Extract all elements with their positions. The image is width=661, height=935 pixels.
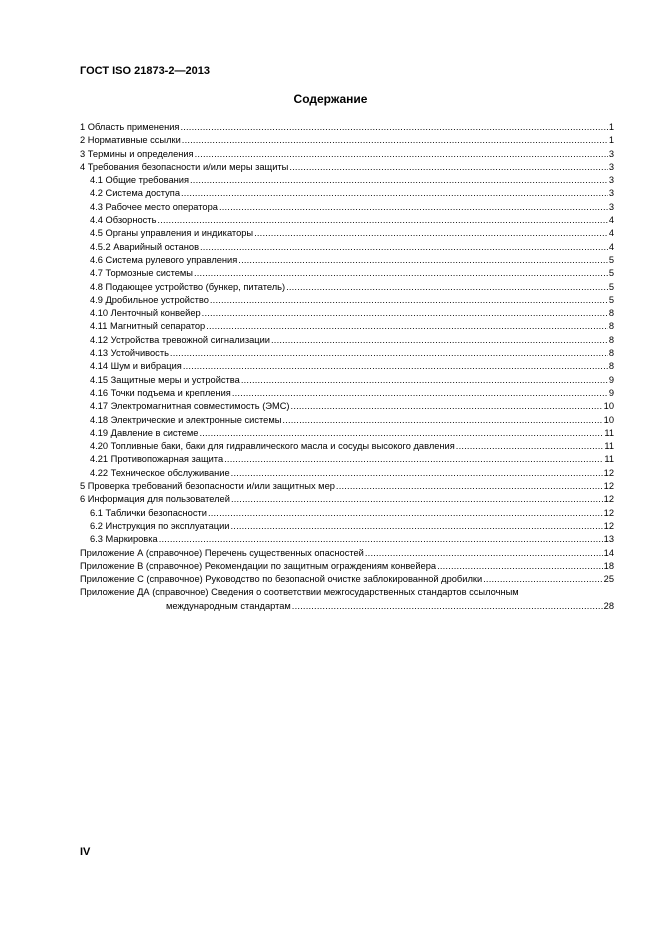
toc-entry	[80, 480, 614, 493]
toc-entry	[80, 254, 614, 267]
toc-entry-page: 12	[603, 494, 614, 505]
toc-leader-dots	[231, 493, 603, 506]
toc-leader-dots	[231, 520, 603, 533]
toc-entry	[80, 414, 614, 427]
toc-leader-dots	[208, 507, 603, 520]
toc-entry-label: 2 Нормативные ссылки	[80, 135, 181, 146]
toc-entry	[80, 374, 614, 387]
toc-entry-label: 6 Информация для пользователей	[80, 494, 230, 505]
toc-leader-dots	[224, 453, 603, 466]
toc-entry-label: 6.3 Маркировка	[90, 534, 158, 545]
toc-entry-label: 4.14 Шум и вибрация	[90, 361, 182, 372]
toc-entry	[80, 547, 614, 560]
toc-entry-page: 5	[608, 281, 614, 292]
toc-leader-dots	[195, 148, 608, 161]
toc-entry	[80, 201, 614, 214]
toc-entry-label: 4.21 Противопожарная защита	[90, 454, 224, 465]
toc-entry-page: 12	[603, 481, 614, 492]
toc-entry-page: 3	[608, 201, 614, 212]
toc-entry	[80, 174, 614, 187]
toc-entry-label: 6.2 Инструкция по эксплуатации	[90, 520, 230, 531]
toc-entry-label: 4.11 Магнитный сепаратор	[90, 321, 206, 332]
toc-entry	[80, 267, 614, 280]
toc-leader-dots	[194, 267, 608, 280]
toc-leader-dots	[271, 334, 608, 347]
toc-entry-page: 12	[603, 467, 614, 478]
toc-leader-dots	[282, 414, 602, 427]
toc-leader-dots	[183, 360, 608, 373]
toc-entry-page: 8	[608, 348, 614, 359]
toc-entry	[80, 467, 614, 480]
toc-entry-page: 5	[608, 268, 614, 279]
toc-entry-label: 4.3 Рабочее место оператора	[90, 201, 218, 212]
table-of-contents	[80, 121, 614, 613]
toc-entry-page: 14	[603, 547, 614, 558]
toc-entry-label: 4 Требования безопасности и/или меры защиты	[80, 161, 289, 172]
toc-entry	[80, 493, 614, 506]
toc-entry-page: 4	[608, 228, 614, 239]
toc-entry	[80, 161, 614, 174]
toc-entry	[80, 320, 614, 333]
toc-entry-annex-da	[80, 586, 614, 599]
toc-entry-page: 3	[608, 161, 614, 172]
toc-entry-label: 4.4 Обзорность	[90, 215, 157, 226]
toc-leader-dots	[292, 600, 603, 613]
toc-leader-dots	[157, 214, 607, 227]
toc-entry	[80, 400, 614, 413]
toc-leader-dots	[336, 480, 603, 493]
toc-entry-label: 5 Проверка требований безопасности и/или защитных мер	[80, 481, 335, 492]
toc-leader-dots	[219, 201, 608, 214]
page-number: IV	[80, 846, 91, 858]
toc-entry	[80, 148, 614, 161]
toc-leader-dots	[200, 241, 608, 254]
toc-entry-page: 8	[608, 334, 614, 345]
toc-entry	[80, 134, 614, 147]
toc-entry-page: 11	[604, 427, 614, 438]
toc-entry-label: 4.17 Электромагнитная совместимость (ЭМС)	[90, 401, 290, 412]
toc-entry-label: Приложение А (справочное) Перечень существенных опасностей	[80, 547, 364, 558]
toc-entry-page: 12	[603, 507, 614, 518]
toc-leader-dots	[206, 320, 608, 333]
toc-entry	[80, 520, 614, 533]
toc-entry-label: 4.16 Точки подъема и крепления	[90, 387, 231, 398]
toc-entry-label: 4.6 Система рулевого управления	[90, 254, 238, 265]
toc-entry	[80, 533, 614, 546]
toc-entry-label: 4.1 Общие требования	[90, 175, 190, 186]
toc-leader-dots	[199, 427, 603, 440]
toc-entry-page: 10	[603, 414, 614, 425]
toc-entry-annex-da-continuation	[80, 600, 614, 613]
toc-entry-page: 3	[608, 148, 614, 159]
toc-entry-label: 4.9 Дробильное устройство	[90, 294, 209, 305]
toc-leader-dots	[159, 533, 603, 546]
toc-entry-label: 4.15 Защитные меры и устройства	[90, 374, 240, 385]
toc-entry-page: 1	[608, 135, 614, 146]
toc-entry-page: 5	[608, 254, 614, 265]
toc-leader-dots	[232, 387, 608, 400]
toc-entry-page: 8	[608, 321, 614, 332]
toc-entry	[80, 440, 614, 453]
toc-entry-page: 4	[608, 215, 614, 226]
toc-entry-label: 4.12 Устройства тревожной сигнализации	[90, 334, 270, 345]
toc-leader-dots	[241, 374, 608, 387]
toc-leader-dots	[456, 440, 604, 453]
toc-leader-dots	[254, 227, 608, 240]
toc-entry-label: 4.20 Топливные баки, баки для гидравлического масла и сосуды высокого давления	[90, 441, 455, 452]
toc-entry-label: 4.8 Подающее устройство (бункер, питатель)	[90, 281, 286, 292]
toc-entry-page: 9	[608, 387, 614, 398]
toc-leader-dots	[190, 174, 608, 187]
toc-entry-label: 4.13 Устойчивость	[90, 348, 169, 359]
toc-leader-dots	[210, 294, 608, 307]
toc-entry-label: 4.7 Тормозные системы	[90, 268, 193, 279]
toc-leader-dots	[181, 187, 608, 200]
toc-entry	[80, 214, 614, 227]
toc-entry-page: 3	[608, 175, 614, 186]
toc-entry-label: 4.2 Система доступа	[90, 188, 180, 199]
toc-entry-label: международным стандартам	[166, 600, 291, 611]
toc-entry-page: 11	[604, 454, 614, 465]
toc-leader-dots	[180, 121, 607, 134]
toc-entry-page: 8	[608, 308, 614, 319]
toc-entry-page: 11	[604, 441, 614, 452]
toc-entry-page: 13	[603, 534, 614, 545]
toc-leader-dots	[286, 281, 608, 294]
toc-entry-label: 4.22 Техническое обслуживание	[90, 467, 230, 478]
toc-entry-page: 28	[603, 600, 614, 611]
toc-entry-label: 3 Термины и определения	[80, 148, 194, 159]
toc-entry-label: 1 Область применения	[80, 122, 180, 132]
toc-entry-label: 4.5 Органы управления и индикаторы	[90, 228, 254, 239]
toc-entry-label: 4.18 Электрические и электронные системы	[90, 414, 282, 425]
toc-entry-page: 4	[608, 241, 614, 252]
toc-entry-label: Приложение В (справочное) Рекомендации по защитным ограждениям конвейера	[80, 560, 437, 571]
toc-entry-page: 12	[603, 520, 614, 531]
toc-entry-page: 1	[608, 122, 614, 132]
toc-entry	[80, 227, 614, 240]
toc-entry	[80, 360, 614, 373]
toc-entry-label: 4.19 Давление в системе	[90, 427, 199, 438]
toc-entry-label: 4.10 Ленточный конвейер	[90, 308, 201, 319]
toc-leader-dots	[365, 547, 603, 560]
toc-leader-dots	[170, 347, 608, 360]
toc-entry-label: 4.5.2 Аварийный останов	[90, 241, 200, 252]
toc-entry	[80, 294, 614, 307]
toc-entry-label: 6.1 Таблички безопасности	[90, 507, 207, 518]
toc-leader-dots	[289, 161, 607, 174]
toc-entry	[80, 187, 614, 200]
toc-entry-page: 8	[608, 361, 614, 372]
toc-entry-page: 9	[608, 374, 614, 385]
page-title: Содержание	[293, 92, 368, 106]
toc-leader-dots	[231, 467, 603, 480]
toc-entry	[80, 573, 614, 586]
document-header: ГОСТ ISO 21873-2—2013	[80, 65, 210, 77]
toc-entry	[80, 334, 614, 347]
toc-entry-page: 18	[603, 560, 614, 571]
toc-entry	[80, 387, 614, 400]
toc-leader-dots	[291, 400, 603, 413]
toc-entry-page: 10	[603, 401, 614, 412]
toc-leader-dots	[182, 134, 608, 147]
toc-entry	[80, 347, 614, 360]
toc-entry-label: Приложение С (справочное) Руководство по безопасной очистке заблокированной дробилки	[80, 574, 483, 585]
toc-entry	[80, 453, 614, 466]
toc-entry	[80, 507, 614, 520]
toc-entry	[80, 281, 614, 294]
toc-entry	[80, 307, 614, 320]
toc-entry	[80, 427, 614, 440]
toc-entry-label: Приложение ДА (справочное) Сведения о соответствии межгосударственных стандартов ссылочным	[80, 587, 519, 598]
toc-entry-page: 3	[608, 188, 614, 199]
toc-entry-page: 5	[608, 294, 614, 305]
toc-leader-dots	[202, 307, 608, 320]
toc-leader-dots	[437, 560, 603, 573]
toc-entry	[80, 121, 614, 134]
toc-entry	[80, 241, 614, 254]
toc-leader-dots	[483, 573, 603, 586]
toc-leader-dots	[238, 254, 608, 267]
toc-entry-page: 25	[603, 574, 614, 585]
toc-entry	[80, 560, 614, 573]
